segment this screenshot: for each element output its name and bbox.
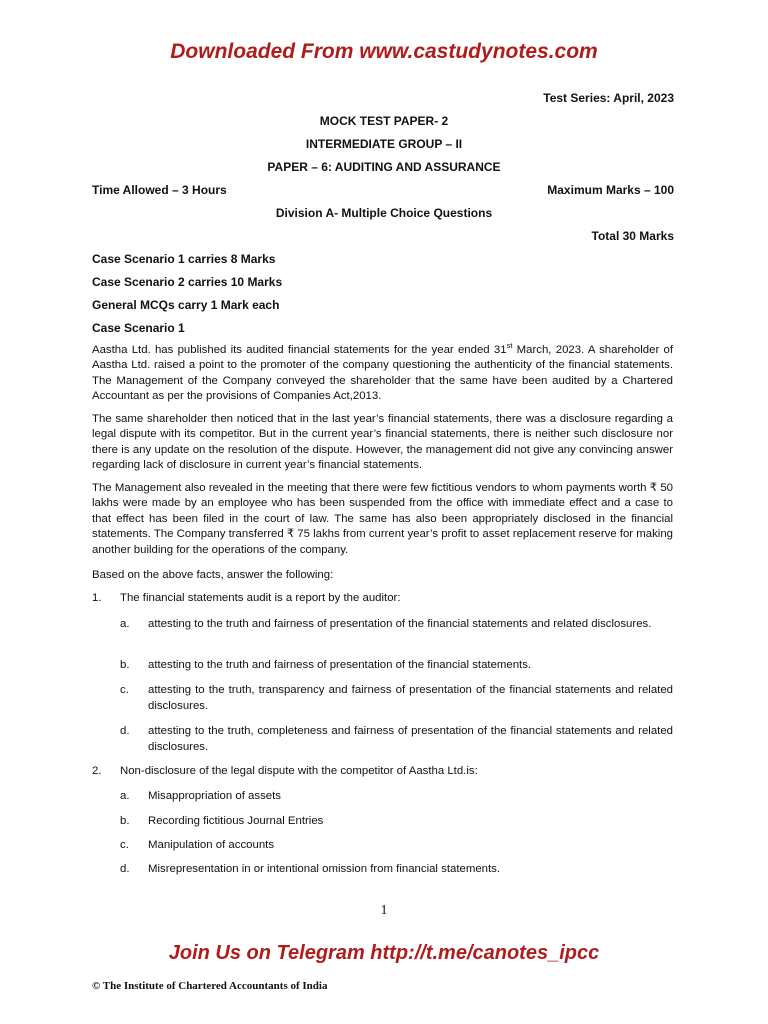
paragraph-1: Aastha Ltd. has published its audited financial statements for the year ended 31st March, 2023. A shareholder of Aastha Ltd. raised a point to the promoter of the company questioning the authenticity of the financial statements. The Management of the Company conveyed the shareholder that the same have been audited by a Chartered Accountant as per the provisions of Companies Act,2013. xyxy=(92,341,673,403)
paper-title: PAPER – 6: AUDITING AND ASSURANCE xyxy=(267,160,501,174)
total-marks: Total 30 Marks xyxy=(591,229,674,243)
paragraph-3: The Management also revealed in the meeting that there were few fictitious vendors to whom payments worth ₹ 50 lakhs were made by an employee who has been suspended from the office with immediate effect and a case to that effect has been filed in the court of law. The same has also been appropriately disclosed in the financial statements. The Company transferred ₹ 75 lakhs from current year’s profit to asset replacement reserve for making another building for the operations of the company. xyxy=(92,482,673,556)
telegram-banner: Join Us on Telegram http://t.me/canotes_ipcc xyxy=(168,942,600,964)
download-banner: Downloaded From www.castudynotes.com xyxy=(170,40,598,63)
copyright-notice: © The Institute of Chartered Accountants of India xyxy=(92,980,328,992)
group-title: INTERMEDIATE GROUP – II xyxy=(305,137,463,151)
question-text: Non-disclosure of the legal dispute with the competitor of Aastha Ltd.is: xyxy=(120,765,478,777)
general-mcq-marks: General MCQs carry 1 Mark each xyxy=(92,298,280,312)
paragraph-4: Based on the above facts, answer the following: xyxy=(92,569,334,581)
case-scenario-1-title: Case Scenario 1 xyxy=(92,321,185,335)
question-number: 2. xyxy=(92,765,102,777)
case-scenario-2-marks: Case Scenario 2 carries 10 Marks xyxy=(92,275,283,289)
time-allowed: Time Allowed – 3 Hours xyxy=(92,183,227,197)
test-series-label: Test Series: April, 2023 xyxy=(543,91,674,105)
question-number: 1. xyxy=(92,592,102,604)
case-scenario-1-marks: Case Scenario 1 carries 8 Marks xyxy=(92,252,276,266)
division-title: Division A- Multiple Choice Questions xyxy=(275,206,493,220)
question-text: The financial statements audit is a report by the auditor: xyxy=(120,592,401,604)
paragraph-2: The same shareholder then noticed that in the last year’s financial statements, there was a disclosure regarding a legal dispute with its competitor. But in the current year’s financial statements, there is neither such disclosure nor there is any update on the resolution of the dispute. However, the management did not give any convincing answer regarding lack of disclosure in current year’s financial statements. xyxy=(92,413,673,472)
page-number: 1 xyxy=(380,903,388,918)
maximum-marks: Maximum Marks – 100 xyxy=(547,183,674,197)
mock-test-title: MOCK TEST PAPER- 2 xyxy=(319,114,449,128)
